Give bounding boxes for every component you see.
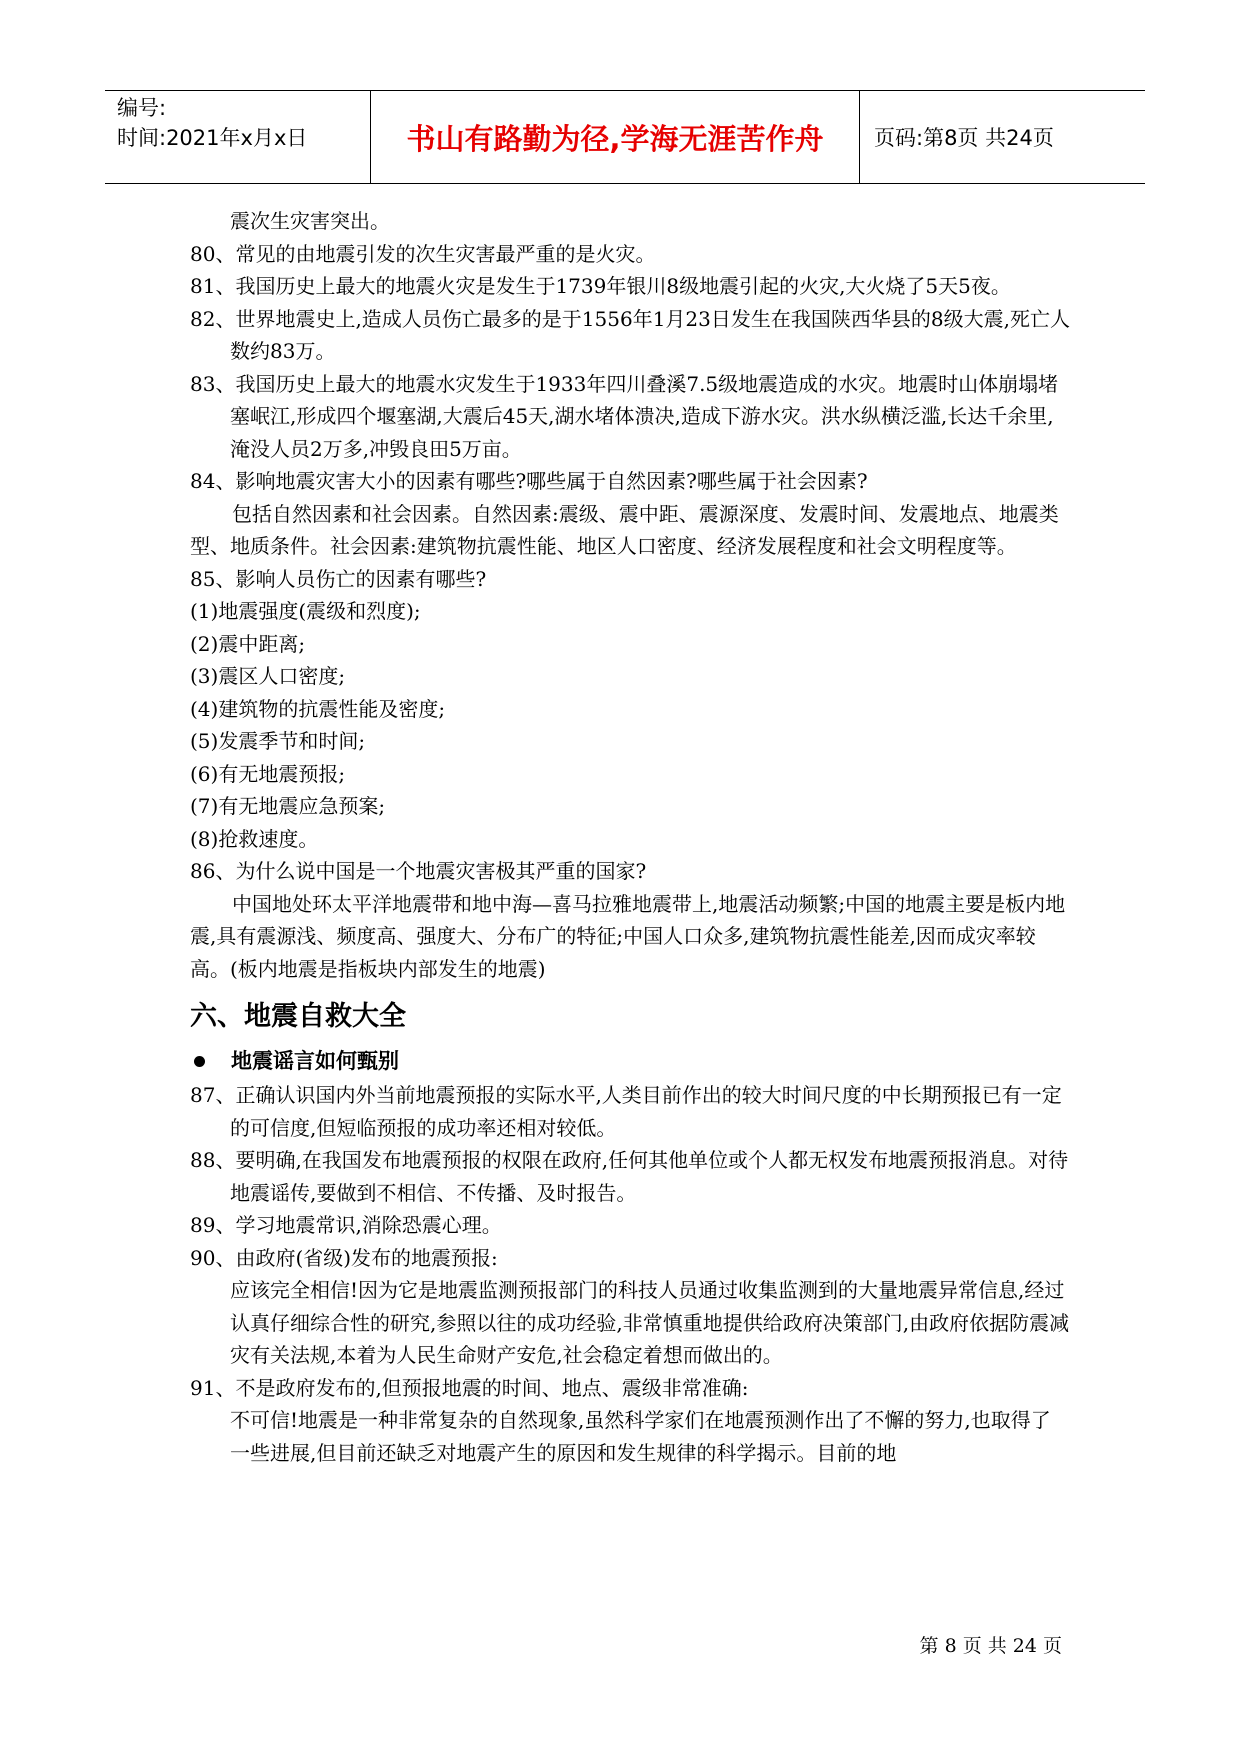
bullet-heading-label: 地震谣言如何甄别: [231, 1049, 399, 1073]
header-page-code: 页码:第8页 共24页: [874, 126, 1054, 150]
bullet-heading: [190, 1043, 1070, 1079]
sub-item-85-3: (3)震区人口密度;: [190, 664, 346, 688]
list-item-87: 87、正确认识国内外当前地震预报的实际水平,人类目前作出的较大时间尺度的中长期预报已有一定的可信度,但短临预报的成功率还相对较低。: [190, 1083, 1062, 1140]
page-footer: 第 8 页 共 24 页: [919, 1635, 1062, 1657]
paragraph-84-answer: 包括自然因素和社会因素。自然因素:震级、震中距、震源深度、发震时间、发震地点、地震类型、地质条件。社会因素:建筑物抗震性能、地区人口密度、经济发展程度和社会文明程度等。: [190, 501, 1059, 558]
sub-item-85-4: (4)建筑物的抗震性能及密度;: [190, 696, 446, 721]
list-item-80: 80、常见的由地震引发的次生灾害最严重的是火灾。: [190, 241, 656, 266]
paragraph-90-answer: 应该完全相信!因为它是地震监测预报部门的科技人员通过收集监测到的大量地震异常信息,经过认真仔细综合性的研究,参照以往的成功经验,非常慎重地提供给政府决策部门,由政府依据防震减灾有关法规,本着为人民生命财产安危,社会稳定着想而做出的。: [230, 1278, 1070, 1367]
section-heading: 六、地震自救大全: [190, 1001, 406, 1032]
header-motto: 书山有路勤为径,学海无涯苦作舟: [371, 91, 860, 183]
list-item-90: 90、由政府(省级)发布的地震预报:: [190, 1245, 498, 1270]
number-label: 编号:: [117, 96, 167, 120]
paragraph-91-answer: 不可信!地震是一种非常复杂的自然现象,虽然科学家们在地震预测作出了不懈的努力,也取得了一些进展,但目前还缺乏对地震产生的原因和发生规律的科学揭示。目前的地: [230, 1408, 1051, 1465]
bullet-dot-icon: [194, 1056, 205, 1067]
sub-item-85-8: (8)抢救速度。: [190, 826, 319, 851]
list-item-84: 84、影响地震灾害大小的因素有哪些?哪些属于自然因素?哪些属于社会因素?: [190, 469, 868, 493]
sub-item-85-2: (2)震中距离;: [190, 631, 306, 656]
sub-item-85-5: (5)发震季节和时间;: [190, 729, 366, 753]
sub-item-85-7: (7)有无地震应急预案;: [190, 794, 386, 818]
header-left-cell: [105, 91, 371, 183]
list-item-89: 89、学习地震常识,消除恐震心理。: [190, 1213, 502, 1237]
list-item-91: 91、不是政府发布的,但预报地震的时间、地点、震级非常准确:: [190, 1375, 749, 1400]
list-item-88: 88、要明确,在我国发布地震预报的权限在政府,任何其他单位或个人都无权发布地震预报消息。对待地震谣传,要做到不相信、不传播、及时报告。: [190, 1148, 1069, 1205]
paragraph-86-answer: 中国地处环太平洋地震带和地中海—喜马拉雅地震带上,地震活动频繁;中国的地震主要是板内地震,具有震源浅、频度高、强度大、分布广的特征;中国人口众多,建筑物抗震性能差,因而成灾率较高。(板内地震是指板块内部发生的地震): [190, 891, 1066, 981]
list-item-85: 85、影响人员伤亡的因素有哪些?: [190, 566, 487, 591]
sub-item-85-1: (1)地震强度(震级和烈度);: [190, 599, 421, 623]
text-line: 震次生灾害突出。: [230, 209, 390, 233]
list-item-86: 86、为什么说中国是一个地震灾害极其严重的国家?: [190, 859, 647, 883]
sub-item-85-6: (6)有无地震预报;: [190, 761, 346, 786]
list-item-81: 81、我国历史上最大的地震火灾是发生于1739年银川8级地震引起的火灾,大火烧了5天5夜。: [190, 274, 1011, 298]
page-header: [105, 90, 1145, 184]
list-item-83: 83、我国历史上最大的地震水灾发生于1933年四川叠溪7.5级地震造成的水灾。地震时山体崩塌堵塞岷江,形成四个堰塞湖,大震后45天,湖水堵体溃决,造成下游水灾。洪水纵横泛滥,长达千余里,淹没人员2万多,冲毁良田5万亩。: [190, 371, 1059, 461]
list-item-82: 82、世界地震史上,造成人员伤亡最多的是于1556年1月23日发生在我国陕西华县的8级大震,死亡人数约83万。: [190, 306, 1070, 363]
time-label: 时间:2021年x月x日: [117, 126, 308, 150]
document-body: [190, 205, 1070, 1469]
